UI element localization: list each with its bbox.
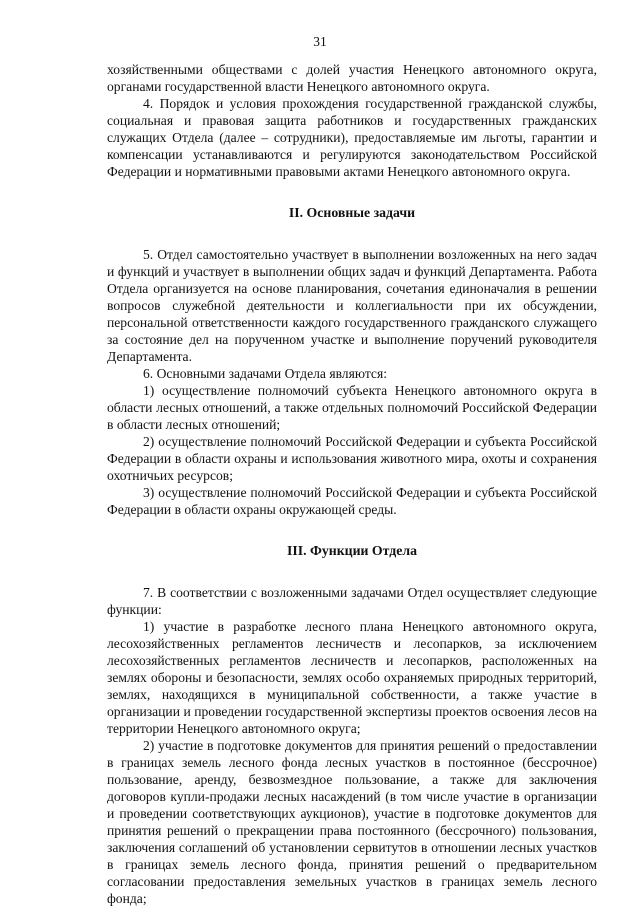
section-heading: II. Основные задачи xyxy=(288,205,416,220)
section-heading: III. Функции Отдела xyxy=(286,543,418,558)
paragraph: 2) осуществление полномочий Российской Федерации и субъекта Российской Федерации в области охраны и использования животного мира, охоты и сохранения охотничьих ресурсов; xyxy=(107,434,597,483)
paragraph: 6. Основными задачами Отдела являются: xyxy=(143,366,387,381)
paragraph: 2) участие в подготовке документов для принятия решений о предоставлении в границах земель лесного фонда лесных участков в постоянное (бессрочное) пользование, аренду, безвозмездное пользование, а также для заключения договоров купли-продажи лесных насаждений (в том числе участие в организации и проведении соответствующих аукционов), участие в подготовке документов для принятия решений о прекращении права постоянного (бессрочного) пользования, заключения соглашений об установлении сервитутов в отношении лесных участков в границах земель лесного фонда, принятия решений о предварительном согласовании предоставления земельных участков в границах земель лесного фонда; xyxy=(107,738,597,906)
paragraph: хозяйственными обществами с долей участия Ненецкого автономного округа, органами государственной власти Ненецкого автономного округа. xyxy=(107,62,597,94)
paragraph: 5. Отдел самостоятельно участвует в выполнении возложенных на него задач и функций и участвует в выполнении общих задач и функций Департамента. Работа Отдела организуется на основе планирования, сочетания единоначалия в решении вопросов служебной деятельности и коллегиальности при их обсуждении, персональной ответственности каждого государственного гражданского служащего за состояние дел на порученном участке и выполнение поручений руководителя Департамента. xyxy=(107,247,597,364)
paragraph: 1) осуществление полномочий субъекта Ненецкого автономного округа в области лесных отношений, а также отдельных полномочий Российской Федерации в области лесных отношений; xyxy=(107,383,597,432)
paragraph: 3) осуществление полномочий Российской Федерации и субъекта Российской Федерации в области охраны окружающей среды. xyxy=(107,485,597,517)
document-body xyxy=(107,61,597,907)
paragraph: 1) участие в разработке лесного плана Ненецкого автономного округа, лесохозяйственных регламентов лесничеств и лесопарков, за исключением лесохозяйственных регламентов лесничеств и лесопарков, расположенных на землях обороны и безопасности, землях особо охраняемых природных территорий, землях, находящихся в муниципальной собственности, а также участие в организации и проведении государственной экспертизы проектов освоения лесов на территории Ненецкого автономного округа; xyxy=(107,619,597,736)
page-number: 31 xyxy=(313,34,327,49)
paragraph: 4. Порядок и условия прохождения государственной гражданской службы, социальная и правовая защита работников и государственных гражданских служащих Отдела (далее – сотрудники), предоставляемые им льготы, гарантии и компенсации устанавливаются и регулируются законодательством Российской Федерации и нормативными правовыми актами Ненецкого автономного округа. xyxy=(107,96,597,179)
paragraph: 7. В соответствии с возложенными задачами Отдел осуществляет следующие функции: xyxy=(107,585,597,617)
